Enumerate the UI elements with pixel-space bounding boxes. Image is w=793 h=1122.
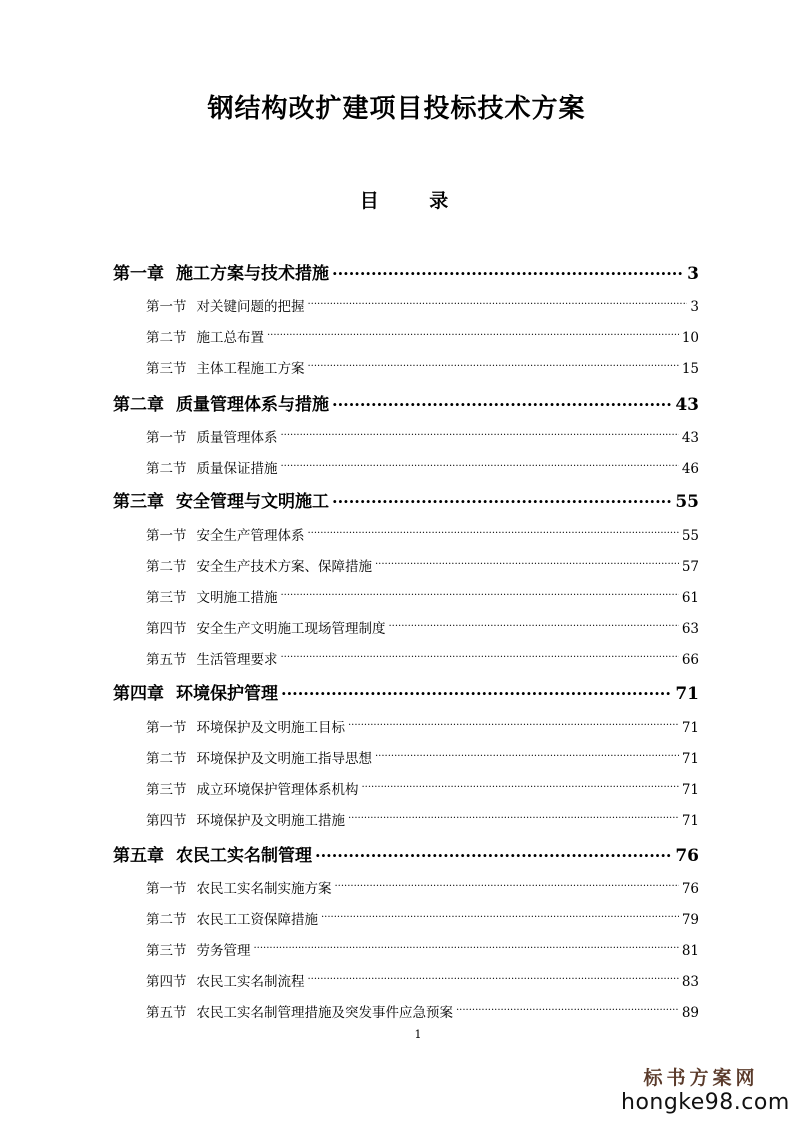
toc-dot-leader [254,942,679,956]
toc-section-entry[interactable] [146,941,699,961]
toc-entry-number: 第一章 [113,264,164,284]
toc-dot-leader [281,651,679,665]
toc-entry-page: 89 [681,1005,699,1021]
toc-dot-leader [456,1004,679,1018]
toc-entry-title: 质量管理体系与措施 [176,395,329,415]
toc-entry-page: 71 [675,684,699,704]
toc-section-entry[interactable] [146,557,699,577]
toc-section-entry[interactable] [146,1003,699,1023]
toc-entry-title: 质量保证措施 [196,461,278,477]
toc-dot-leader [332,262,684,279]
toc-entry-number: 第一节 [146,720,187,736]
toc-entry-page: 71 [681,813,699,829]
toc-dot-leader [362,781,679,795]
toc-entry-page: 10 [681,330,699,346]
toc-entry-number: 第三节 [146,361,187,377]
toc-entry-title: 农民工实名制管理 [176,846,312,866]
toc-entry-number: 第五节 [146,1005,187,1021]
toc-entry-title: 安全管理与文明施工 [176,492,329,512]
toc-dot-leader [308,973,679,987]
toc-entry-page: 76 [681,881,699,897]
toc-chapter-entry[interactable] [113,262,699,286]
toc-entry-page: 43 [681,430,699,446]
toc-entry-title: 主体工程施工方案 [196,361,305,377]
toc-entry-page: 3 [687,264,699,284]
toc-section-entry[interactable] [146,459,699,479]
toc-entry-number: 第三节 [146,590,187,606]
toc-entry-page: 15 [681,361,699,377]
toc-entry-number: 第五节 [146,652,187,668]
toc-entry-page: 63 [681,621,699,637]
toc-entry-title: 农民工实名制流程 [196,974,305,990]
toc-entry-title: 文明施工措施 [196,590,278,606]
toc-entry-page: 71 [681,720,699,736]
toc-entry-title: 质量管理体系 [196,430,278,446]
toc-entry-number: 第五章 [113,846,164,866]
toc-entry-title: 环境保护管理 [176,684,278,704]
toc-entry-number: 第二节 [146,461,187,477]
toc-section-entry[interactable] [146,428,699,448]
toc-section-entry[interactable] [146,780,699,800]
toc-entry-number: 第二节 [146,912,187,928]
toc-entry-title: 农民工工资保障措施 [196,912,318,928]
toc-entry-number: 第一节 [146,881,187,897]
toc-entry-number: 第二节 [146,330,187,346]
toc-chapter-entry[interactable] [113,490,699,514]
toc-entry-page: 55 [675,492,699,512]
toc-dot-leader [308,527,679,541]
toc-entry-title: 安全生产技术方案、保障措施 [196,559,372,575]
toc-chapter-entry[interactable] [113,682,699,706]
toc-dot-leader [348,719,679,733]
toc-dot-leader [332,393,672,410]
toc-entry-title: 农民工实名制实施方案 [196,881,332,897]
toc-entry-page: 79 [681,912,699,928]
toc-entry-page: 71 [681,751,699,767]
toc-dot-leader [375,558,679,572]
toc-entry-page: 57 [681,559,699,575]
toc-entry-title: 劳务管理 [196,943,251,959]
toc-entry-page: 55 [681,528,699,544]
toc-dot-leader [389,620,679,634]
toc-entry-title: 环境保护及文明施工指导思想 [196,751,372,767]
toc-entry-number: 第三节 [146,943,187,959]
toc-dot-leader [332,490,672,507]
toc-entry-number: 第一节 [146,528,187,544]
toc-dot-leader [281,429,679,443]
watermark-url: hongke98.com [621,1090,790,1115]
toc-entry-number: 第四章 [113,684,164,704]
toc-section-entry[interactable] [146,359,699,379]
toc-entry-page: 46 [681,461,699,477]
toc-section-entry[interactable] [146,811,699,831]
toc-dot-leader [281,682,672,699]
toc-entry-number: 第四节 [146,974,187,990]
toc-entry-number: 第四节 [146,621,187,637]
toc-entry-page: 76 [675,846,699,866]
toc-dot-leader [267,329,679,343]
toc-dot-leader [375,750,679,764]
toc-dot-leader [308,298,688,312]
toc-entry-page: 3 [690,299,699,315]
toc-dot-leader [335,880,679,894]
watermark-logo [621,1066,790,1116]
toc-entry-number: 第三节 [146,782,187,798]
document-title: 钢结构改扩建项目投标技术方案 [207,94,586,124]
toc-chapter-entry[interactable] [113,393,699,417]
toc-entry-page: 43 [675,395,699,415]
toc-entry-title: 对关键问题的把握 [196,299,305,315]
toc-dot-leader [315,844,672,861]
toc-section-entry[interactable] [146,297,699,317]
toc-entry-number: 第一节 [146,430,187,446]
toc-entry-title: 安全生产文明施工现场管理制度 [196,621,386,637]
toc-dot-leader [348,812,679,826]
toc-entry-page: 71 [681,782,699,798]
toc-entry-title: 施工总布置 [196,330,264,346]
toc-section-entry[interactable] [146,749,699,769]
toc-entry-number: 第三章 [113,492,164,512]
toc-entry-title: 成立环境保护管理体系机构 [196,782,359,798]
toc-dot-leader [308,360,679,374]
toc-dot-leader [281,460,679,474]
watermark-brand: 标书方案网 [643,1067,759,1089]
toc-entry-number: 第一节 [146,299,187,315]
toc-dot-leader [281,589,679,603]
toc-heading: 目 录 [359,190,471,212]
page-number: 1 [414,1028,422,1041]
toc-dot-leader [321,911,679,925]
toc-chapter-entry[interactable] [113,844,699,868]
toc-entry-title: 农民工实名制管理措施及突发事件应急预案 [196,1005,453,1021]
toc-entry-title: 环境保护及文明施工目标 [196,720,345,736]
toc-section-entry[interactable] [146,879,699,899]
toc-entry-title: 安全生产管理体系 [196,528,305,544]
toc-entry-number: 第二节 [146,751,187,767]
toc-section-entry[interactable] [146,650,699,670]
toc-section-entry[interactable] [146,328,699,348]
toc-section-entry[interactable] [146,526,699,546]
toc-entry-page: 66 [681,652,699,668]
toc-section-entry[interactable] [146,910,699,930]
toc-section-entry[interactable] [146,588,699,608]
toc-entry-number: 第二章 [113,395,164,415]
toc-entry-title: 施工方案与技术措施 [176,264,329,284]
toc-entry-number: 第四节 [146,813,187,829]
toc-entry-title: 环境保护及文明施工措施 [196,813,345,829]
toc-section-entry[interactable] [146,972,699,992]
toc-entry-page: 83 [681,974,699,990]
toc-section-entry[interactable] [146,718,699,738]
toc-entry-page: 81 [681,943,699,959]
toc-section-entry[interactable] [146,619,699,639]
toc-entry-page: 61 [681,590,699,606]
toc-entry-title: 生活管理要求 [196,652,278,668]
toc-entry-number: 第二节 [146,559,187,575]
